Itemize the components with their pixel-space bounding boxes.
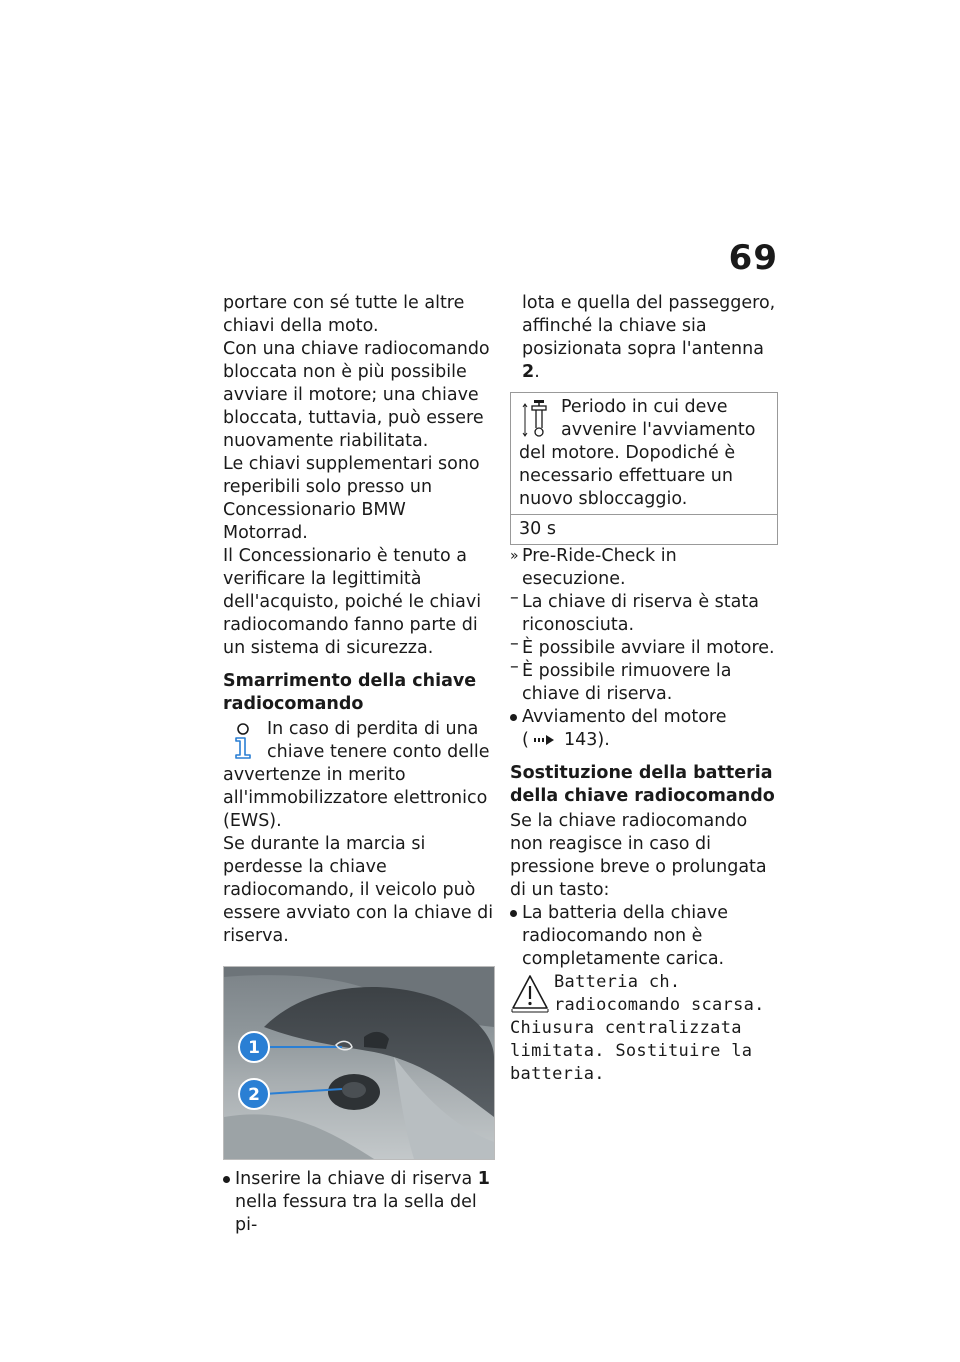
list-item: Inserire la chiave di riserva 1 nella fessura tra la sella del pi-: [223, 1168, 495, 1237]
section-heading: Sostituzione della batteria della chiave radiocomando: [510, 763, 775, 806]
page-number: 69: [728, 238, 778, 278]
seat-illustration: [224, 967, 494, 1159]
right-column: [510, 292, 778, 1086]
paragraph: Le chiavi supplementari sono reperibili solo presso un Concessionario BMW Motorrad.: [223, 454, 480, 543]
warning-note: [510, 971, 778, 1086]
list-item: Avviamento del motore ( 143).: [510, 706, 778, 752]
paragraph: Se durante la marcia si perdesse la chiave radiocomando, il veicolo può essere avviato con la chiave di riserva.: [223, 834, 494, 946]
result-item: » Pre-Ride-Check in esecuzione.: [510, 545, 778, 591]
table-row: [511, 515, 778, 545]
list-item-continuation: lota e quella del passeggero, affinché la chiave sia posizionata sopra l'antenna 2.: [522, 293, 776, 382]
section-heading: Smarrimento della chiave radiocomando: [223, 671, 477, 714]
list-item: – È possibile rimuovere la chiave di riserva.: [510, 660, 778, 706]
warning-message: Batteria ch. radiocomando scarsa. Chiusura centralizzata limitata. Sostituire la batteria.: [510, 972, 765, 1084]
reference-number: 2: [522, 362, 535, 382]
paragraph: Con una chiave radiocomando bloccata non è più possibile avviare il motore; una chiave bloccata, tuttavia, può essere nuovamente riabilitata.: [223, 339, 490, 451]
list-item: La batteria della chiave radiocomando non è completamente carica.: [510, 902, 778, 971]
page-ref-arrow-icon: [529, 730, 564, 750]
paragraph: Se la chiave radiocomando non reagisce in caso di pressione breve o prolungata di un tasto:: [510, 811, 767, 900]
seat-figure: [223, 966, 495, 1160]
warning-triangle-icon: [510, 973, 550, 1015]
paragraph: portare con sé tutte le altre chiavi della moto.: [223, 293, 465, 336]
list-item: – La chiave di riserva è stata riconosciuta.: [510, 591, 778, 637]
callout-2: 2: [248, 1085, 260, 1105]
spec-table: [510, 392, 778, 545]
paragraph: Il Concessionario è tenuto a verificare la legittimità dell'acquisto, poiché le chiavi radiocomando fanno parte di un sistema di sicurezza.: [223, 546, 482, 658]
table-row: [511, 393, 778, 515]
page-reference: 143).: [563, 730, 610, 750]
reference-number: 1: [477, 1169, 490, 1189]
info-icon: [223, 720, 263, 762]
info-text: In caso di perdita di una chiave tenere conto delle avvertenze in merito all'immobilizzatore elettronico (EWS).: [223, 719, 490, 831]
left-column: [223, 292, 495, 1237]
table-value: 30 s: [511, 515, 778, 545]
list-item: – È possibile avviare il motore.: [510, 637, 778, 660]
info-note: [223, 718, 495, 833]
table-description: Periodo in cui deve avvenire l'avviamento del motore. Dopodiché è necessario effettuare un nuovo sbloccaggio.: [519, 397, 756, 509]
stopwatch-icon: [519, 398, 557, 440]
callout-1: 1: [248, 1038, 260, 1058]
